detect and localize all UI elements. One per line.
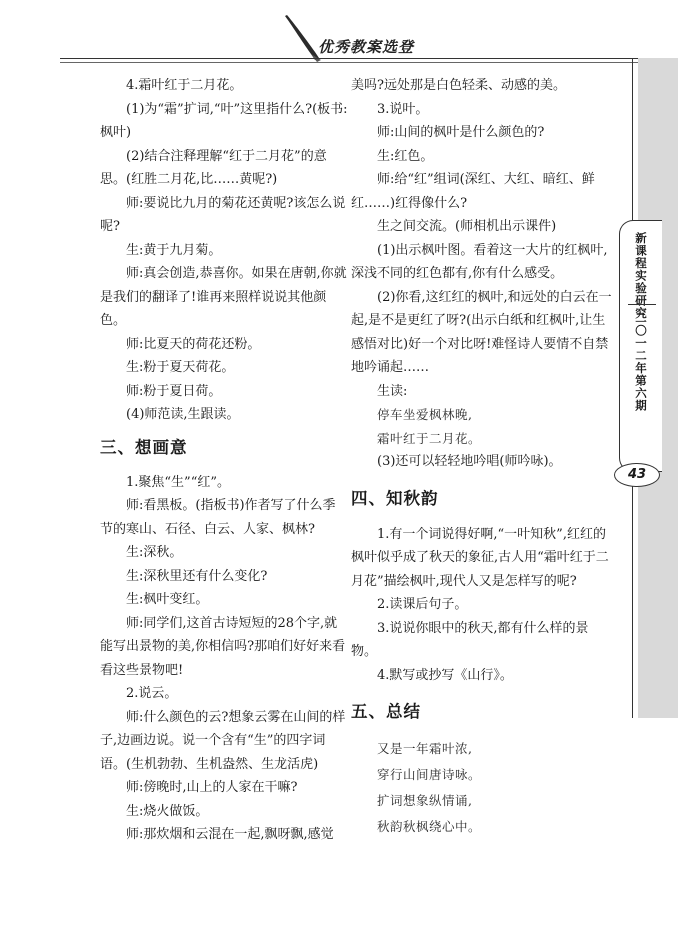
paragraph: 生:粉于夏天荷花。 — [126, 360, 235, 375]
left-column — [100, 74, 348, 847]
paragraph: 3.说说你眼中的秋天,都有什么样的景物。 — [351, 620, 589, 659]
paragraph: (1)为“霜”扩词,“叶”这里指什么?(板书:枫叶) — [100, 101, 348, 140]
paragraph: 师:山间的枫叶是什么颜色的? — [377, 125, 545, 140]
paragraph: 师:看黑板。(指板书)作者写了什么季节的寒山、石径、白云、人家、枫林? — [100, 498, 336, 537]
paragraph: 师:傍晚时,山上的人家在干嘛? — [126, 780, 298, 795]
summary-poem-line: 秋韵秋枫绕心中。 — [377, 819, 482, 834]
paragraph: 师:要说比九月的菊花还黄呢?该怎么说呢? — [100, 195, 346, 234]
paragraph: 2.说云。 — [126, 686, 178, 701]
header-title: 优秀教案选登 — [318, 38, 415, 56]
paragraph: 生之间交流。(师相机出示课件) — [377, 219, 557, 234]
section-heading: 五、总结 — [351, 702, 421, 721]
side-separator — [628, 304, 656, 305]
header-rule-thin — [60, 62, 650, 63]
paragraph: (4)师范读,生跟读。 — [126, 407, 240, 422]
paragraph: 2.读课后句子。 — [377, 597, 468, 612]
journal-name: 新课程实验研究 — [634, 232, 648, 320]
header-rule — [60, 58, 650, 59]
paragraph: 师:比夏天的荷花还粉。 — [126, 336, 261, 352]
paragraph: 1.聚焦“生”“红”。 — [126, 474, 230, 490]
summary-poem-line: 穿行山间唐诗咏。 — [377, 767, 482, 782]
paragraph: 师:那炊烟和云混在一起,飘呀飘,感觉 — [126, 827, 334, 842]
paragraph: 4.霜叶红于二月花。 — [126, 78, 243, 93]
paragraph: (2)结合注释理解“红于二月花”的意思。(红胜二月花,比……黄呢?) — [100, 148, 327, 187]
paragraph: (3)还可以轻轻地吟唱(师吟咏)。 — [377, 454, 562, 469]
paragraph: 美吗?远处那是白色轻柔、动感的美。 — [351, 78, 566, 93]
paragraph: 4.默写或抄写《山行》。 — [377, 667, 513, 683]
paragraph: (1)出示枫叶图。看着这一大片的红枫叶,深浅不同的红色都有,你有什么感受。 — [351, 242, 608, 281]
paragraph: 3.说叶。 — [377, 101, 429, 117]
paragraph: (2)你看,这红红的枫叶,和远处的白云在一起,是不是更红了呀?(出示白纸和红枫叶,让生感悟对比)好一个对比呀!难怪诗人要情不自禁地吟诵起…… — [351, 289, 612, 375]
summary-poem-line: 扩词想象纵情诵, — [377, 793, 473, 808]
paragraph: 1.有一个词说得好啊,“一叶知秋”,红红的枫叶似乎成了秋天的象征,古人用“霜叶红于二月花”描绘枫叶,现代人又是怎样写的呢? — [351, 526, 609, 589]
summary-poem-line: 又是一年霜叶浓, — [377, 741, 473, 756]
poem-line: 霜叶红于二月花。 — [377, 430, 482, 446]
paragraph: 师:粉于夏日荷。 — [126, 383, 222, 399]
issue-label: 二〇一二年第六期 — [634, 312, 648, 412]
paragraph: 生读: — [377, 383, 408, 399]
poem-line: 停车坐爱枫林晚, — [377, 407, 473, 422]
paragraph: 师:同学们,这首古诗短短的28个字,就能写出景物的美,你相信吗?那咱们好好来看看这些景物吧! — [100, 615, 346, 678]
section-heading: 三、想画意 — [100, 437, 188, 457]
page-number: 43 — [614, 463, 660, 487]
paragraph: 生:烧火做饭。 — [126, 803, 209, 819]
paragraph: 生:枫叶变红。 — [126, 592, 209, 607]
paragraph: 师:什么颜色的云?想象云雾在山间的样子,边画边说。说一个含有“生”的四字词语。(生机勃勃、生机盎然、生龙活虎) — [100, 709, 346, 772]
paragraph: 生:深秋。 — [126, 545, 183, 560]
paragraph: 师:给“红”组词(深红、大红、暗红、鲜红……)红得像什么? — [351, 172, 595, 211]
section-heading: 四、知秋韵 — [351, 488, 439, 508]
paragraph: 生:深秋里还有什么变化? — [126, 568, 268, 584]
paragraph: 生:红色。 — [377, 148, 434, 164]
paragraph: 生:黄于九月菊。 — [126, 242, 222, 258]
right-column — [351, 74, 613, 840]
paragraph: 师:真会创造,恭喜你。如果在唐朝,你就是我们的翻译了!谁再来照样说说其他颜色。 — [100, 266, 347, 328]
